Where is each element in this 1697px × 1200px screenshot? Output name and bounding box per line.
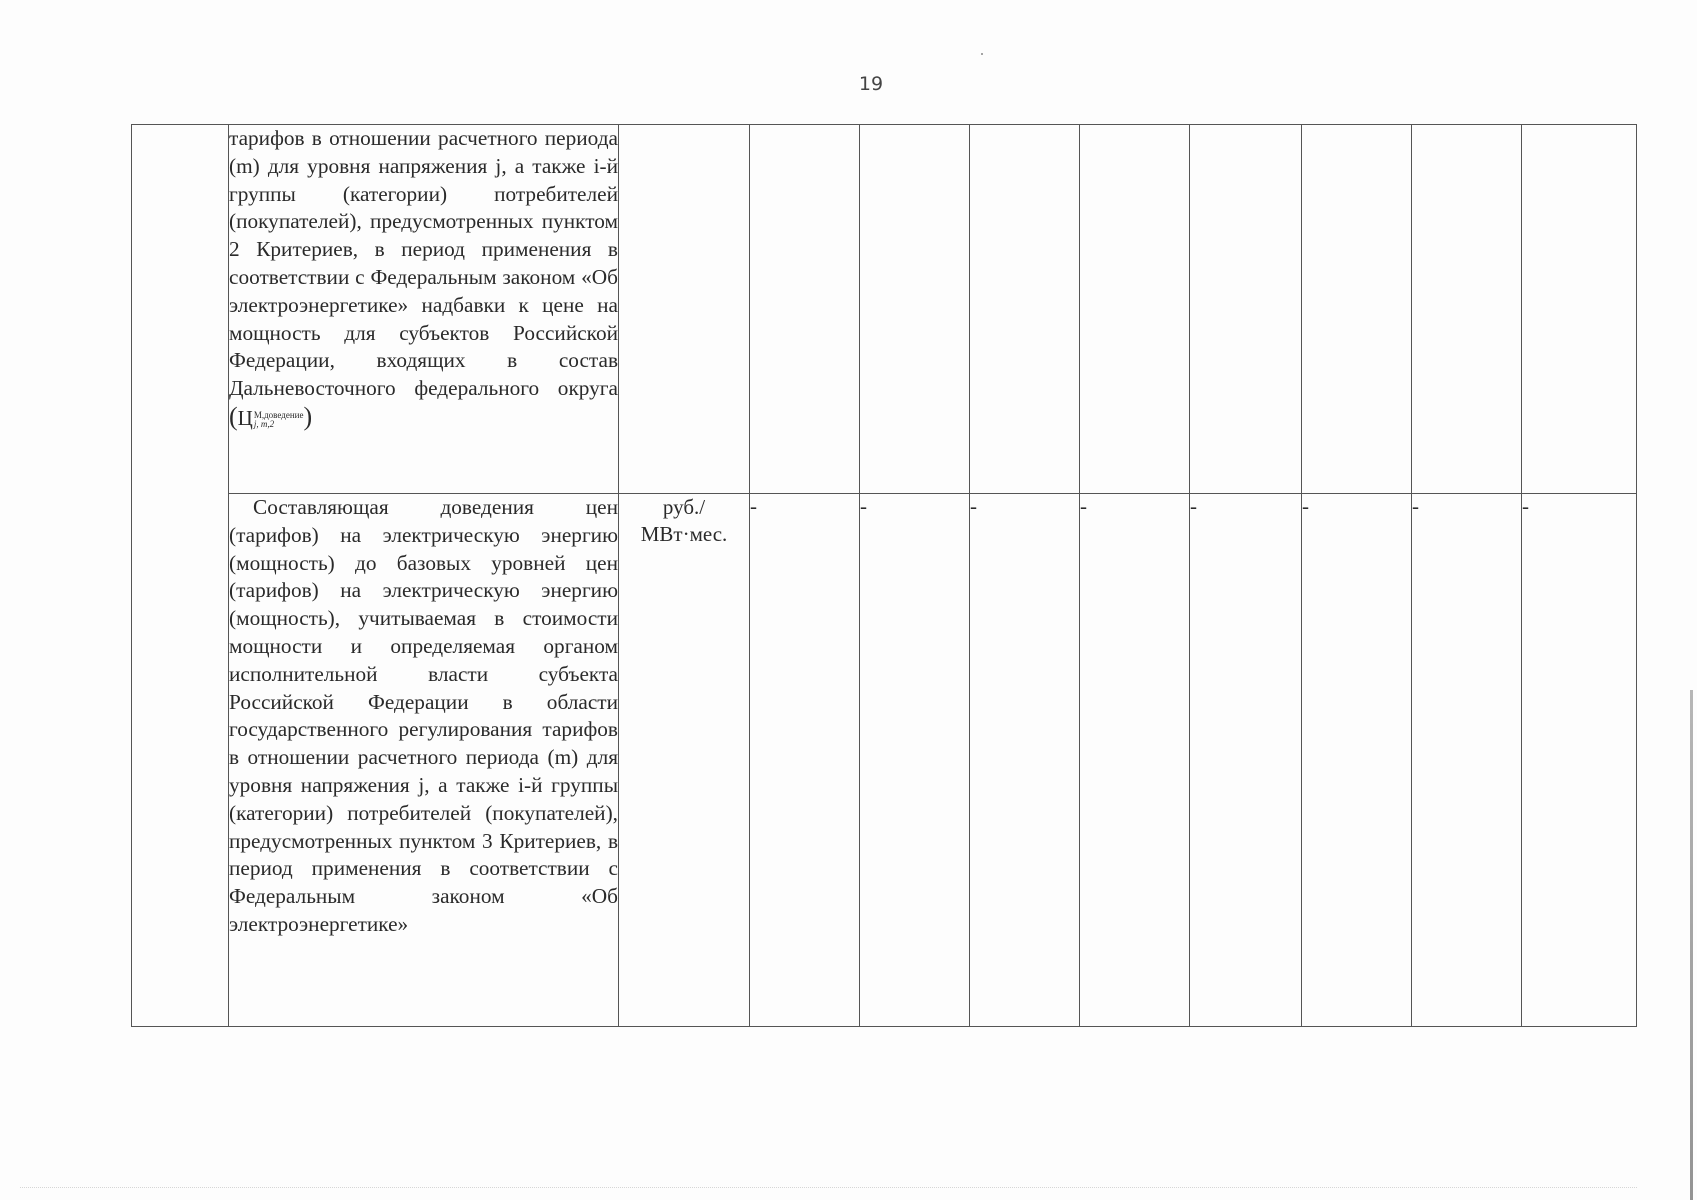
unit-cell: [619, 125, 750, 494]
page-number: 19: [858, 73, 884, 95]
price-formula: (Ц М,доведение j, m,2 ): [229, 401, 313, 431]
description-cell: [229, 125, 619, 494]
formula-symbol: Ц: [237, 405, 253, 430]
value-cell: [1302, 125, 1412, 494]
value-cell: [1522, 125, 1637, 494]
value-cell: -: [1080, 494, 1190, 1027]
number-cell: [132, 125, 229, 1027]
value-cell: -: [1522, 494, 1637, 1027]
scan-artifact-dot: [981, 53, 983, 55]
value-cell: [970, 125, 1080, 494]
description-cell: [229, 494, 619, 1027]
unit-cell: руб./ МВт·мес.: [619, 494, 750, 1027]
value-cell: -: [1190, 494, 1302, 1027]
value-cell: [1190, 125, 1302, 494]
value-cell: -: [860, 494, 970, 1027]
table-row: [132, 125, 1637, 494]
value-cell: -: [750, 494, 860, 1027]
value-cell: -: [970, 494, 1080, 1027]
formula-subscript: j, m,2: [253, 419, 275, 430]
value-cell: [1412, 125, 1522, 494]
formula-superscript: М,доведение: [253, 410, 304, 421]
row-description: Составляющая доведения цен (тарифов) на электрическую энергию (мощность) до базовых уровней цен (тарифов) на электрическую энергию (мощность), учитываемая в стоимости мощности и определяемая органом исполнительной власти субъекта Российской Федерации в области государственного регулирования тарифов в отношении расчетного периода (m) для уровня напряжения j, а также i-й группы (категории) потребителей (покупателей), предусмотренных пунктом 3 Критериев, в период применения в соответствии с Федеральным законом «Об электроэнергетике»: [229, 495, 618, 936]
table-row: [132, 494, 1637, 1027]
value-cell: [1080, 125, 1190, 494]
value-cell: -: [1302, 494, 1412, 1027]
tariff-table: [131, 124, 1637, 1027]
value-cell: [750, 125, 860, 494]
row-description: тарифов в отношении расчетного периода (m) для уровня напряжения j, а также i-й группы (категории) потребителей (покупателей), предусмотренных пунктом 2 Критериев, в период применения в соответствии с Федеральным законом «Об электроэнергетике» надбавки к цене на мощность для субъектов Российской Федерации, входящих в состав Дальневосточного федерального округа: [229, 126, 618, 401]
value-cell: -: [1412, 494, 1522, 1027]
scan-artifact-edge: [1690, 690, 1693, 1200]
value-cell: [860, 125, 970, 494]
scan-artifact-noise: [20, 1186, 1637, 1188]
